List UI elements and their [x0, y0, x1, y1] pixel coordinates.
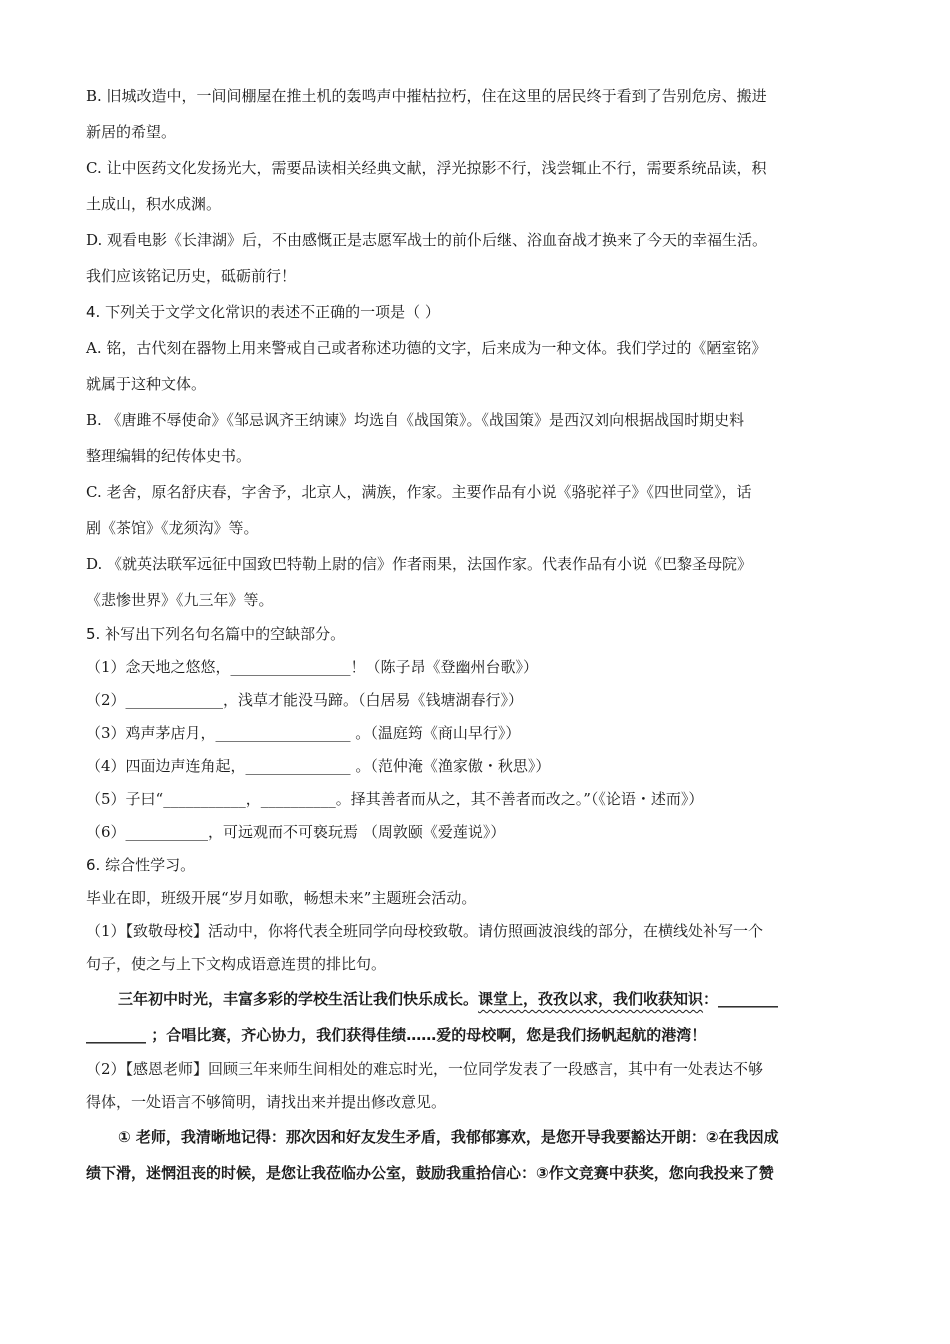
q3-option-c-line2: 土成山，积水成渊。	[86, 195, 222, 213]
q3-option-d-line2: 我们应该铭记历史，砥砺前行！	[86, 267, 297, 285]
q6-passage-line1	[86, 981, 866, 1017]
q6-speech-line1: ① 老师，我清晰地记得：那次因和好友发生矛盾，我郁郁寡欢，是您开导我要豁达开朗：②在我因成	[118, 1128, 779, 1146]
q4-option-d-line1: D. 《就英法联军远征中国致巴特勒上尉的信》作者雨果，法国作家。代表作品有小说《巴黎圣母院》	[86, 555, 753, 573]
q4-option-c-line2: 剧《茶馆》《龙须沟》等。	[86, 519, 259, 537]
q5-item-1: （1）念天地之悠悠，________________！（陈子昂《登幽州台歌》）	[86, 658, 539, 676]
q5-item-2: （2）_____________，浅草才能没马蹄。（白居易《钱塘湖春行》）	[86, 691, 524, 709]
q6-passage-wavy: 课堂上，孜孜以求，我们收获知识	[478, 990, 704, 1008]
q4-option-c-line1: C. 老舍，原名舒庆春，字舍予，北京人，满族，作家。主要作品有小说《骆驼祥子》《四世同堂》，话	[86, 483, 752, 501]
q4-option-b-line2: 整理编辑的纪传体史书。	[86, 447, 252, 465]
q6-part1-line1: （1）【致敬母校】活动中，你将代表全班同学向母校致敬。请仿照画波浪线的部分，在横线处补写一个	[86, 922, 764, 940]
q5-item-4: （4）四面边声连角起，______________ 。（范仲淹《渔家傲・秋思》）	[86, 757, 551, 775]
q4-option-b-line1: B. 《唐雎不辱使命》《邹忌讽齐王纳谏》均选自《战国策》。《战国策》是西汉刘向根据战国时期史料	[86, 411, 745, 429]
q6-part1-line2: 句子，使之与上下文构成语意连贯的排比句。	[86, 955, 387, 973]
q4-option-a-line2: 就属于这种文体。	[86, 375, 207, 393]
q6-stem: 6. 综合性学习。	[86, 856, 196, 874]
q6-part2-line2: 得体，一处语言不够简明，请找出来并提出修改意见。	[86, 1093, 447, 1111]
q4-option-d-line2: 《悲惨世界》《九三年》等。	[86, 591, 274, 609]
q6-part2-line1: （2）【感恩老师】回顾三年来师生间相处的难忘时光，一位同学发表了一段感言，其中有一处表达不够	[86, 1060, 764, 1078]
q4-option-a-line1: A. 铭，古代刻在器物上用来警戒自己或者称述功德的文字，后来成为一种文体。我们学过的《陋室铭》	[86, 339, 767, 357]
q3-option-d-line1: D. 观看电影《长津湖》后，不由感慨正是志愿军战士的前仆后继、浴血奋战才换来了今天的幸福生活。	[86, 231, 768, 249]
q5-stem: 5. 补写出下列名句名篇中的空缺部分。	[86, 625, 346, 643]
q5-item-3: （3）鸡声茅店月，__________________ 。（温庭筠《商山早行》）	[86, 724, 521, 742]
q5-item-6: （6）___________，可远观而不可亵玩焉 （周敦颐《爱莲说》）	[86, 823, 506, 841]
q6-passage-before: 三年初中时光，丰富多彩的学校生活让我们快乐成长。	[118, 990, 479, 1008]
q6-passage-line2: ________ ；合唱比赛，齐心协力，我们获得佳绩……爱的母校啊，您是我们扬帆起航的港湾！	[86, 1026, 707, 1044]
q6-speech-line2: 绩下滑，迷惘沮丧的时候，是您让我莅临办公室，鼓励我重拾信心：③作文竞赛中获奖，您向我投来了赞	[86, 1164, 774, 1182]
page-content	[86, 78, 866, 1191]
q4-stem: 4. 下列关于文学文化常识的表述不正确的一项是（ ）	[86, 303, 440, 321]
q6-passage-blank: ：________	[703, 990, 779, 1008]
q6-intro: 毕业在即，班级开展“岁月如歌，畅想未来”主题班会活动。	[86, 889, 477, 907]
q3-option-b-line2: 新居的希望。	[86, 123, 177, 141]
q3-option-b-line1: B. 旧城改造中，一间间棚屋在推土机的轰鸣声中摧枯拉朽，住在这里的居民终于看到了告别危房、搬进	[86, 87, 767, 105]
q3-option-c-line1: C. 让中医药文化发扬光大，需要品读相关经典文献，浮光掠影不行，浅尝辄止不行，需要系统品读，积	[86, 159, 767, 177]
q5-item-5: （5）子曰“___________，__________。择其善者而从之，其不善者而改之。”（《论语・述而》）	[86, 790, 704, 808]
